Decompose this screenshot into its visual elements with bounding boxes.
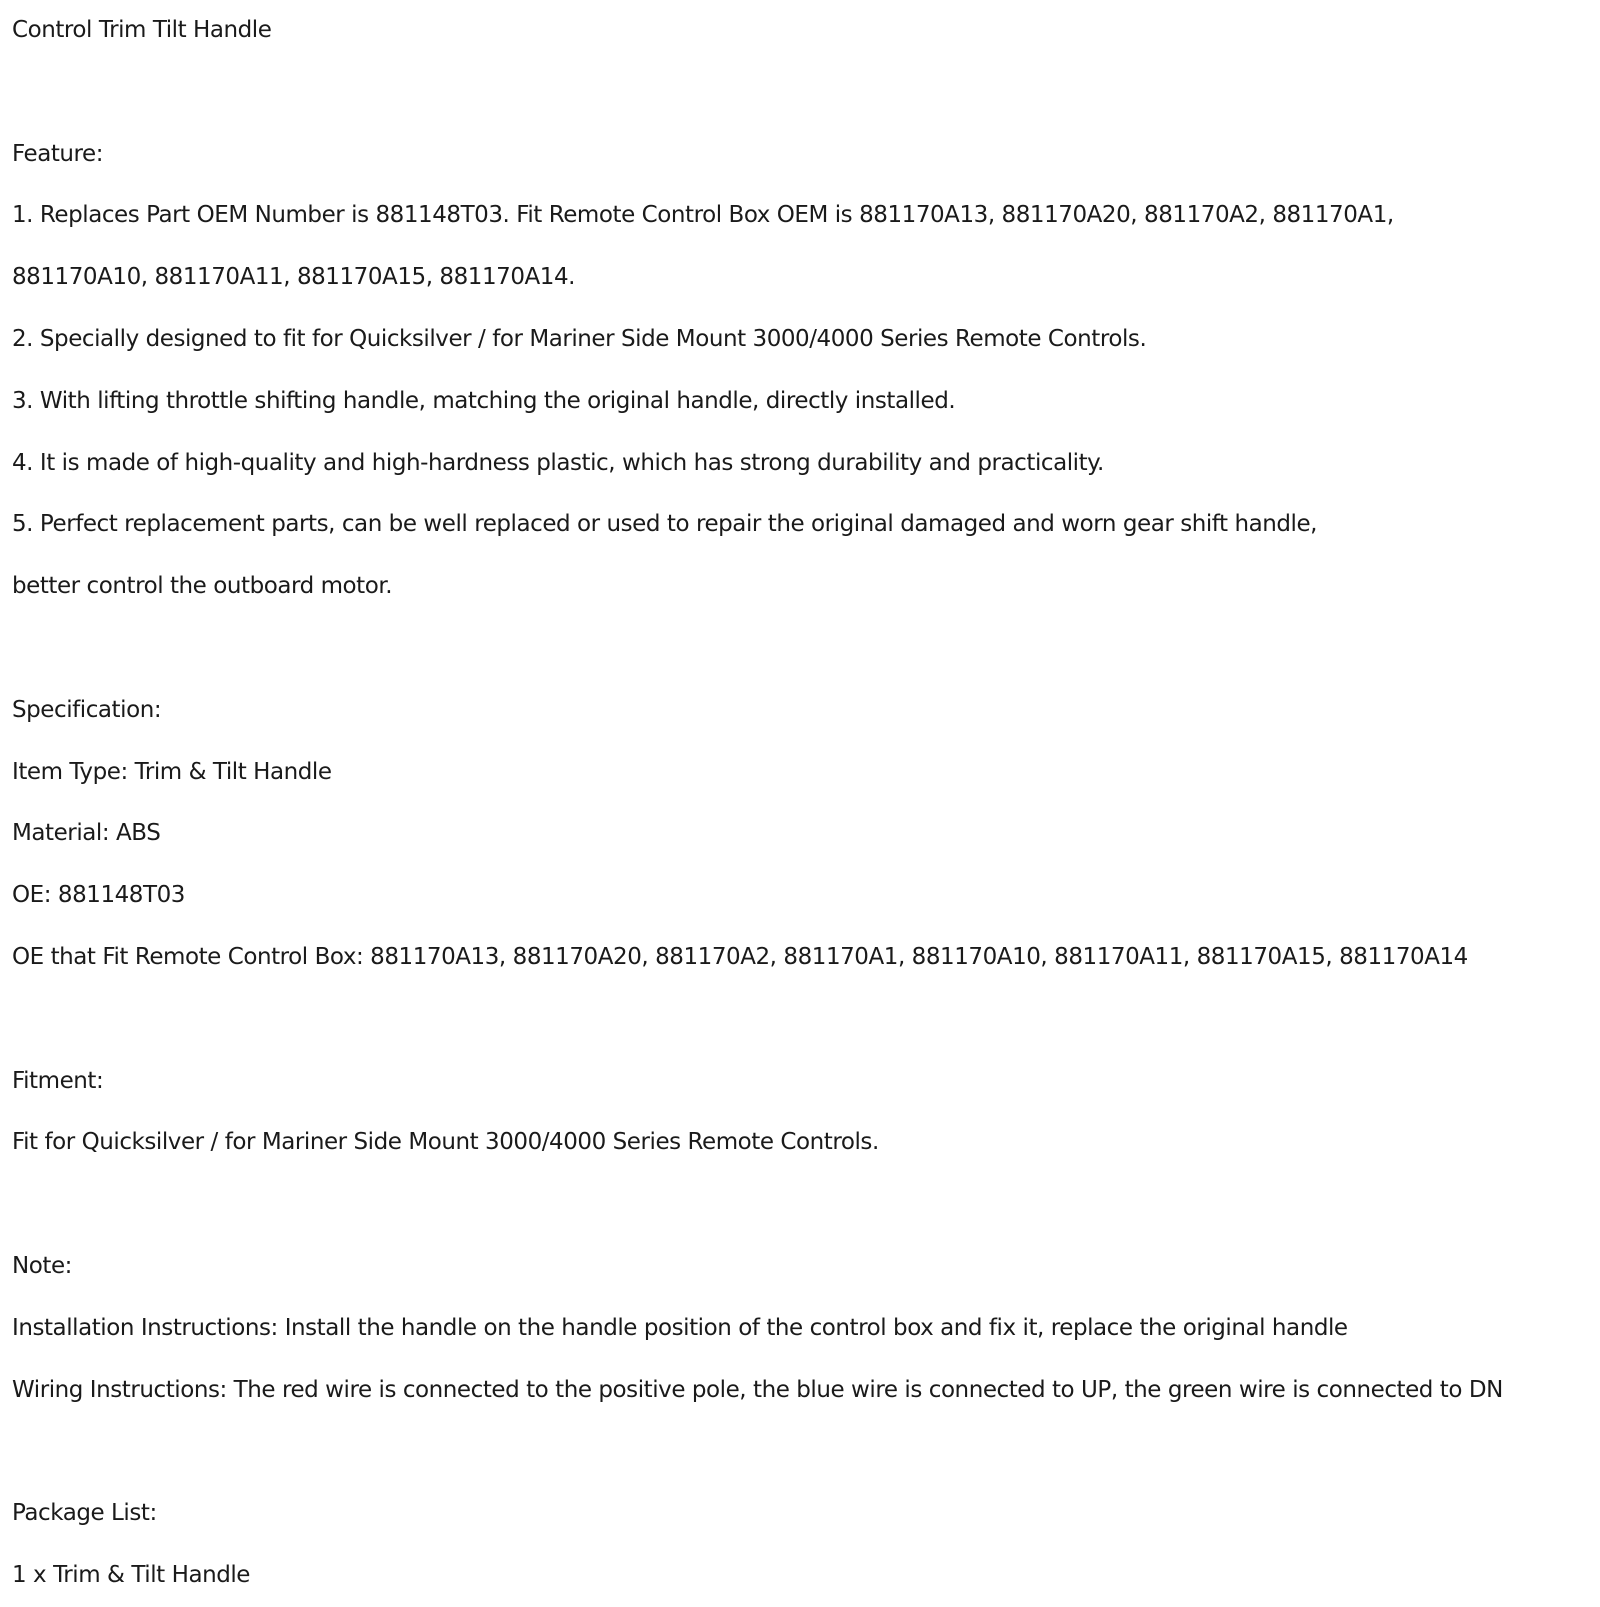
package-heading: Package List:: [12, 1500, 157, 1527]
product-description: [12, 0, 1592, 1607]
spacer: [12, 989, 1592, 1051]
specification-line: OE that Fit Remote Control Box: 881170A13, 881170A20, 881170A2, 881170A1, 881170A10, 881170A11, 881170A15, 881170A14: [12, 943, 1468, 970]
spacer: [12, 62, 1592, 124]
feature-line: 4. It is made of high-quality and high-hardness plastic, which has strong durability and practicality.: [12, 449, 1104, 476]
spacer: [12, 1421, 1592, 1483]
specification-line: Item Type: Trim & Tilt Handle: [12, 758, 332, 785]
package-line: 1 x Trim & Tilt Handle: [12, 1561, 251, 1588]
feature-line: 2. Specially designed to fit for Quicksilver / for Mariner Side Mount 3000/4000 Series Remote Controls.: [12, 325, 1147, 352]
feature-line: 3. With lifting throttle shifting handle, matching the original handle, directly installed.: [12, 387, 956, 414]
feature-line: 5. Perfect replacement parts, can be well replaced or used to repair the original damaged and worn gear shift handle,: [12, 511, 1318, 538]
fitment-line: Fit for Quicksilver / for Mariner Side Mount 3000/4000 Series Remote Controls.: [12, 1129, 879, 1156]
document-title: Control Trim Tilt Handle: [12, 17, 272, 43]
note-line: Wiring Instructions: The red wire is connected to the positive pole, the blue wire is connected to UP, the green wire is connected to DN: [12, 1376, 1503, 1403]
note-line: Installation Instructions: Install the handle on the handle position of the control box and fix it, replace the original handle: [12, 1314, 1348, 1341]
feature-line: 881170A10, 881170A11, 881170A15, 881170A14.: [12, 264, 576, 291]
fitment-heading: Fitment:: [12, 1067, 104, 1094]
specification-heading: Specification:: [12, 696, 162, 723]
spacer: [12, 618, 1592, 680]
feature-heading: Feature:: [12, 140, 104, 167]
specification-line: OE: 881148T03: [12, 882, 185, 909]
note-heading: Note:: [12, 1252, 72, 1279]
spacer: [12, 1174, 1592, 1236]
specification-line: Material: ABS: [12, 820, 161, 847]
feature-line: 1. Replaces Part OEM Number is 881148T03. Fit Remote Control Box OEM is 881170A13, 881170A20, 881170A2, 881170A1,: [12, 202, 1394, 229]
feature-line: better control the outboard motor.: [12, 573, 393, 600]
